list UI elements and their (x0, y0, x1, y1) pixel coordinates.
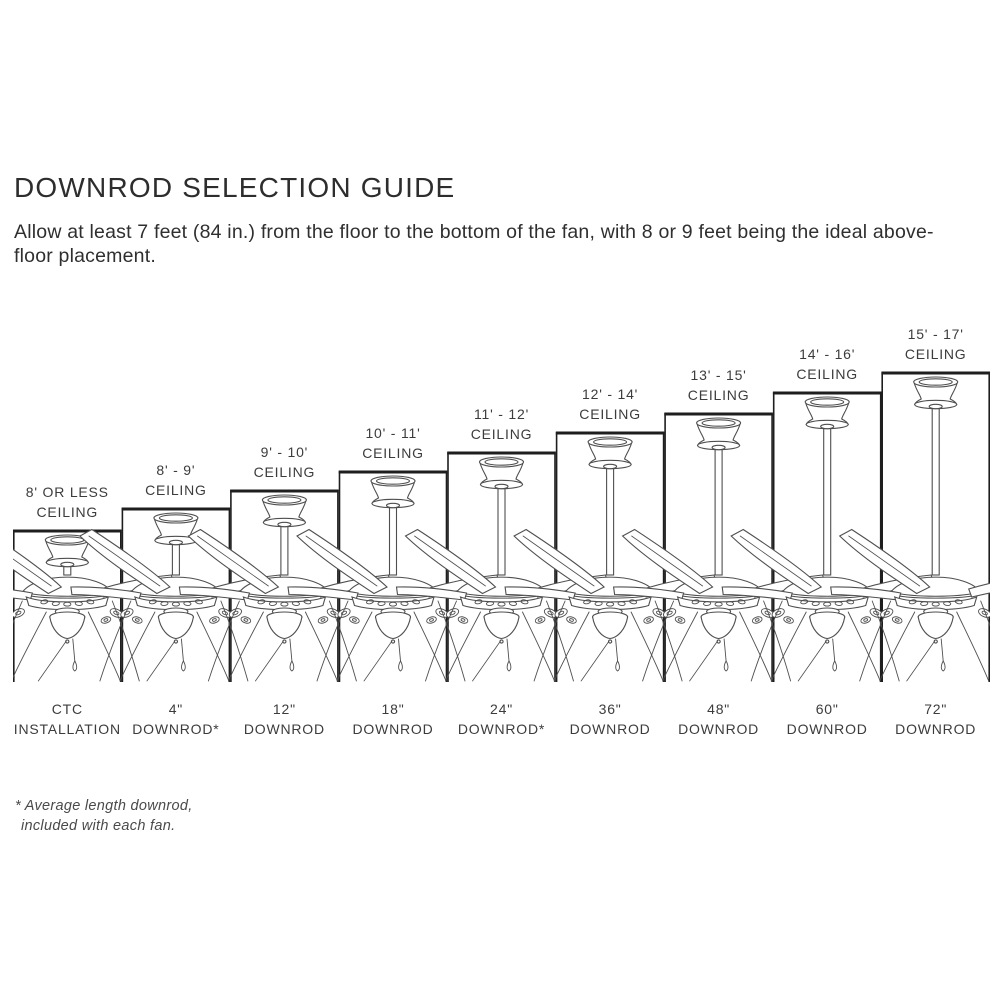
ceiling-range: 8' OR LESS (25, 484, 109, 500)
canopy (480, 457, 524, 489)
footnote (15, 796, 193, 836)
ceiling-height-label (866, 325, 1000, 364)
canopy (262, 495, 306, 527)
canopy (371, 476, 415, 508)
canopy (914, 377, 958, 409)
canopy (154, 513, 198, 545)
downrod-size: 60" (815, 701, 839, 717)
ceiling-word: CEILING (145, 481, 207, 498)
ceiling-range: 15' - 17' (907, 326, 964, 342)
footnote-line-1: * Average length downrod, (15, 798, 193, 814)
page-title: DOWNROD SELECTION GUIDE (14, 172, 456, 203)
downrod (932, 407, 939, 575)
downrod-size: 48" (707, 701, 731, 717)
downrod-size: 36" (598, 701, 622, 717)
downrod (498, 487, 505, 575)
canopy (697, 418, 741, 450)
intro-text: Allow at least 7 feet (84 in.) from the floor to the bottom of the fan, with 8 or 9 feet being the ideal above-floor placement. (14, 221, 934, 267)
downrod-size: 4" (168, 701, 184, 717)
ceiling-range: 8' - 9' (156, 462, 196, 478)
ceiling-word: CEILING (253, 463, 316, 480)
downrod-size: 18" (381, 701, 405, 717)
downrod-word: DOWNROD (243, 720, 325, 737)
canopy (805, 397, 849, 429)
downrod-size: 24" (490, 701, 513, 717)
downrod (715, 448, 722, 575)
ceiling-word: CEILING (36, 503, 99, 520)
downrod-word: DOWNROD (678, 720, 760, 737)
ceiling-range: 10' - 11' (365, 425, 421, 441)
downrod-word: DOWNROD (569, 720, 651, 737)
ceiling-word: CEILING (904, 345, 967, 362)
ceiling-range: 13' - 15' (690, 367, 747, 383)
footnote-line-2: included with each fan. (21, 818, 176, 834)
downrod-size: 72" (924, 701, 948, 717)
ceiling-range: 12' - 14' (582, 386, 639, 402)
downrod (607, 467, 614, 575)
downrod-word: DOWNROD (786, 720, 868, 737)
downrod (172, 543, 179, 575)
downrod (824, 427, 831, 575)
downrod-word: DOWNROD* (457, 720, 546, 737)
downrod-size: CTC (51, 701, 83, 717)
downrod-word: DOWNROD* (132, 720, 220, 737)
downrod-word: DOWNROD (352, 720, 434, 737)
downrod (390, 506, 397, 575)
downrod-size-label (866, 700, 1000, 739)
canopy (45, 535, 89, 567)
downrod-word: DOWNROD (895, 720, 977, 737)
downrod-word: INSTALLATION (13, 720, 121, 737)
ceiling-range: 14' - 16' (799, 346, 856, 362)
ceiling-word: CEILING (362, 444, 424, 461)
canopy (588, 437, 632, 469)
ceiling-range: 9' - 10' (260, 444, 309, 460)
ceiling-range: 11' - 12' (473, 406, 530, 422)
downrod-size: 12" (272, 701, 296, 717)
downrod (281, 525, 288, 575)
ceiling-word: CEILING (579, 405, 641, 422)
ceiling-word: CEILING (470, 425, 533, 442)
ceiling-word: CEILING (796, 365, 858, 382)
ceiling-word: CEILING (687, 386, 750, 403)
